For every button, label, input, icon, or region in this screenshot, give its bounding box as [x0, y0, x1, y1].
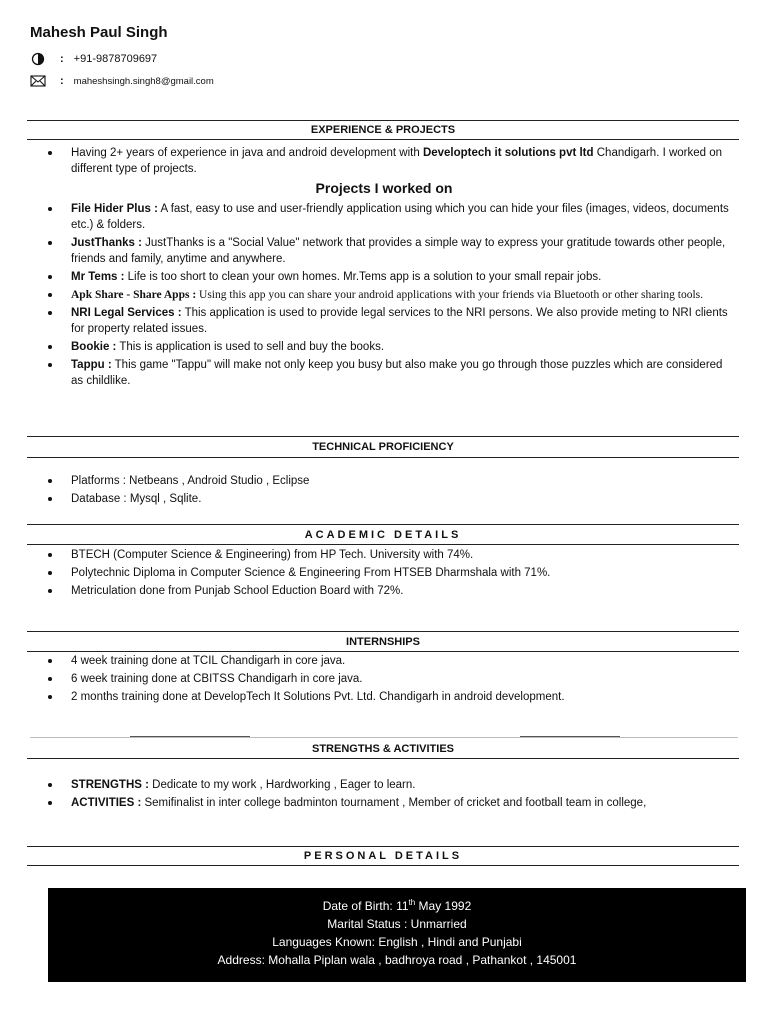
list-item: 4 week training done at TCIL Chandigarh in core java. — [46, 653, 736, 669]
divider — [30, 737, 738, 738]
date-of-birth: Date of Birth: 11th May 1992 — [322, 898, 472, 913]
technical-list — [46, 473, 736, 509]
list-item: Polytechnic Diploma in Computer Science & Engineering From HTSEB Dharmshala with 71%. — [46, 565, 736, 581]
marital-status: Marital Status : Unmarried — [327, 917, 467, 931]
candidate-name: Mahesh Paul Singh — [30, 24, 168, 41]
list-item: BTECH (Computer Science & Engineering) from HP Tech. University with 74%. — [46, 547, 736, 563]
projects-list — [46, 201, 736, 391]
academic-list — [46, 547, 736, 601]
list-item: Database : Mysql , Sqlite. — [46, 491, 736, 507]
list-item: NRI Legal Services : This application is used to provide legal services to the NRI persons. We also provide meting to NRI clients for property related issues. — [46, 305, 736, 337]
section-header-internships: INTERNSHIPS — [27, 631, 739, 652]
section-header-experience: EXPERIENCE & PROJECTS — [27, 120, 739, 140]
email-address: maheshsingh.singh8@gmail.com — [73, 75, 214, 87]
list-item: Having 2+ years of experience in java and android development with Developtech it solutions pvt ltd Chandigarh. I worked on different type of projects. — [46, 145, 736, 177]
phone-number: +91-9878709697 — [73, 53, 158, 65]
strengths-list — [46, 777, 736, 813]
list-item: Platforms : Netbeans , Android Studio , Eclipse — [46, 473, 736, 489]
phone-row — [30, 52, 157, 66]
projects-subtitle: Projects I worked on — [315, 180, 453, 196]
list-item: Metriculation done from Punjab School Eduction Board with 72%. — [46, 583, 736, 599]
list-item: JustThanks : JustThanks is a "Social Value" network that provides a simple way to express your gratitude towards other people, friends and family, anytime and anywhere. — [46, 235, 736, 267]
section-header-academic: ACADEMIC DETAILS — [27, 524, 739, 545]
list-item: Bookie : This is application is used to sell and buy the books. — [46, 339, 736, 355]
section-header-technical: TECHNICAL PROFICIENCY — [27, 436, 739, 458]
internships-list — [46, 653, 736, 707]
list-item: ACTIVITIES : Semifinalist in inter college badminton tournament , Member of cricket and football team in college, — [46, 795, 736, 811]
email-colon: : — [60, 75, 64, 87]
languages-known: Languages Known: English , Hindi and Punjabi — [272, 935, 522, 949]
list-item: 2 months training done at DevelopTech It Solutions Pvt. Ltd. Chandigarh in android development. — [46, 689, 736, 705]
phone-colon: : — [60, 53, 64, 65]
list-item: File Hider Plus : A fast, easy to use and user-friendly application using which you can hide your files (images, videos, documents etc.) & folders. — [46, 201, 736, 233]
email-row — [30, 74, 214, 88]
list-item: Tappu : This game "Tappu" will make not only keep you busy but also make you go through those puzzles which are considered as childlike. — [46, 357, 736, 389]
list-item: Mr Tems : Life is too short to clean your own homes. Mr.Tems app is a solution to your small repair jobs. — [46, 269, 736, 285]
phone-icon — [30, 52, 46, 66]
list-item: STRENGTHS : Dedicate to my work , Hardworking , Eager to learn. — [46, 777, 736, 793]
address: Address: Mohalla Piplan wala , badhroya road , Pathankot , 145001 — [217, 953, 577, 967]
divider — [520, 736, 620, 737]
section-header-strengths: STRENGTHS & ACTIVITIES — [27, 739, 739, 759]
personal-details-box — [48, 888, 746, 982]
list-item: Apk Share - Share Apps : Using this app you can share your android applications with your friends via Bluetooth or other sharing tools. — [46, 287, 736, 303]
divider — [130, 736, 250, 737]
envelope-icon — [30, 74, 46, 88]
list-item: 6 week training done at CBITSS Chandigarh in core java. — [46, 671, 736, 687]
experience-intro-list — [46, 145, 736, 179]
section-header-personal: PERSONAL DETAILS — [27, 846, 739, 866]
